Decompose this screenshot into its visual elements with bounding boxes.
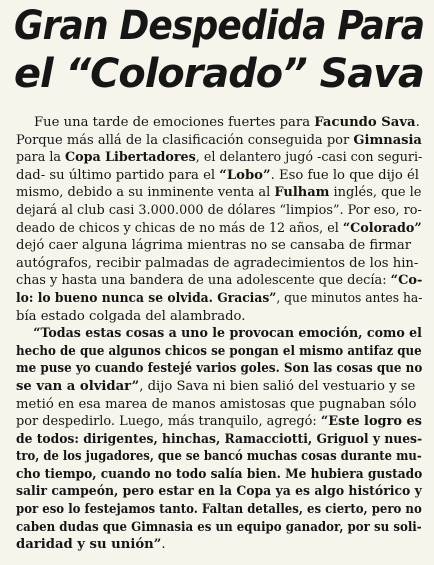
- quote-text: hecho de que algunos chicos se pongan el mismo antifaz que: [16, 343, 422, 359]
- quote-text: se van a olvidar”: [16, 378, 140, 394]
- paragraph-1: [16, 114, 422, 325]
- text-run: para la: [16, 150, 66, 166]
- text-line: [16, 149, 423, 167]
- text-run: dad- su último partido para el: [16, 167, 220, 183]
- text-run: mismo, debido a su inminente venta al: [16, 185, 275, 201]
- quote-text: caben dudas que Gimnasia es un equipo ganador, por su soli-: [16, 519, 422, 535]
- quote-line: [16, 448, 422, 466]
- text-line: [16, 184, 422, 202]
- player-nickname: “Colorado”: [342, 220, 422, 236]
- quote-text: de todos: dirigentes, hinchas, Ramacciotti, Griguol y nues-: [16, 431, 423, 447]
- text-line: metió en esa marea de manos amistosas que pugnaban sólo: [16, 396, 417, 412]
- quote-text: cho tiempo, cuando no todo salía bien. Me hubiera gustado: [16, 466, 423, 482]
- banner-quote: “Co-: [390, 273, 423, 289]
- quote-line: [16, 519, 422, 537]
- tournament-name: Copa Libertadores: [65, 150, 196, 166]
- quote-line: [16, 360, 423, 378]
- text-run: .: [161, 537, 166, 553]
- quote-text: “Todas estas cosas a uno le provocan emoción, como el: [33, 326, 422, 342]
- text-run: deado de chicos y chicas de no más de 12 años, el: [16, 220, 343, 236]
- text-run: chas y hasta una bandera de una adolescente que decía:: [16, 273, 391, 289]
- headline: [14, 2, 424, 98]
- text-line: dejó caer alguna lágrima mientras no se cansaba de firmar: [16, 238, 412, 254]
- text-run: , el delantero jugó -casi con seguri-: [195, 150, 423, 166]
- text-run: . Eso fue lo que dijo él: [270, 167, 420, 183]
- text-run: inglés, que le: [329, 185, 422, 201]
- text-run: Porque más allá de la clasificación conseguida por: [16, 132, 354, 148]
- text-line: [16, 290, 423, 308]
- text-line: bía estado colgada del alambrado.: [16, 308, 246, 324]
- text-line: dejará al club casi 3.000.000 de dólares “limpios”. Por eso, ro-: [16, 202, 422, 218]
- text-line: [16, 114, 422, 132]
- text-run: , dijo Sava ni bien salió del vestuario y se: [139, 378, 416, 394]
- text-run: .: [415, 115, 420, 130]
- article-body: [16, 114, 422, 554]
- quote-line: [16, 431, 423, 449]
- text-line: autógrafos, recibir palmadas de agradecimientos de los hin-: [16, 255, 419, 271]
- quote-line: [16, 536, 422, 554]
- quote-line: [16, 466, 423, 484]
- headline-line-1: Gran Despedida Para: [14, 3, 425, 49]
- text-run: Fue una tarde de emociones fuertes para: [34, 115, 315, 130]
- player-name: Facundo Sava: [314, 115, 416, 130]
- club-name: Fulham: [274, 185, 330, 201]
- quote-line: [16, 483, 422, 501]
- quote-text: “Este logro es: [320, 414, 422, 430]
- paragraph-2: [16, 325, 422, 554]
- text-line: [16, 413, 422, 431]
- text-line: [16, 132, 422, 150]
- quote-text: por eso lo festejamos tanto. Faltan detalles, es cierto, pero no: [16, 502, 422, 518]
- text-line: [16, 167, 422, 185]
- quote-text: salir campeón, pero estar en la Copa ya es algo histórico y: [16, 484, 422, 500]
- quote-text: tro, de los jugadores, que se bancó muchas cosas durante mu-: [16, 449, 422, 465]
- text-run: por despedirlo. Luego, más tranquilo, agregó:: [16, 414, 321, 430]
- banner-quote: lo: lo bueno nunca se olvida. Gracias”: [16, 290, 277, 306]
- quote-line: [16, 343, 422, 361]
- quote-line: [16, 501, 422, 519]
- club-name: Gimnasia: [353, 132, 422, 148]
- quote-text: me puse yo cuando festejé varios goles. Son las cosas que no: [16, 361, 423, 377]
- quote-text: daridad y su unión”: [16, 537, 162, 553]
- text-line: [16, 220, 422, 238]
- text-run: , que minutos antes ha-: [276, 290, 423, 306]
- text-line: [16, 378, 422, 396]
- club-nickname: “Lobo”: [219, 167, 271, 183]
- text-line: [16, 272, 423, 290]
- quote-line: [16, 325, 422, 343]
- headline-line-2: el “Colorado” Sava: [14, 51, 424, 97]
